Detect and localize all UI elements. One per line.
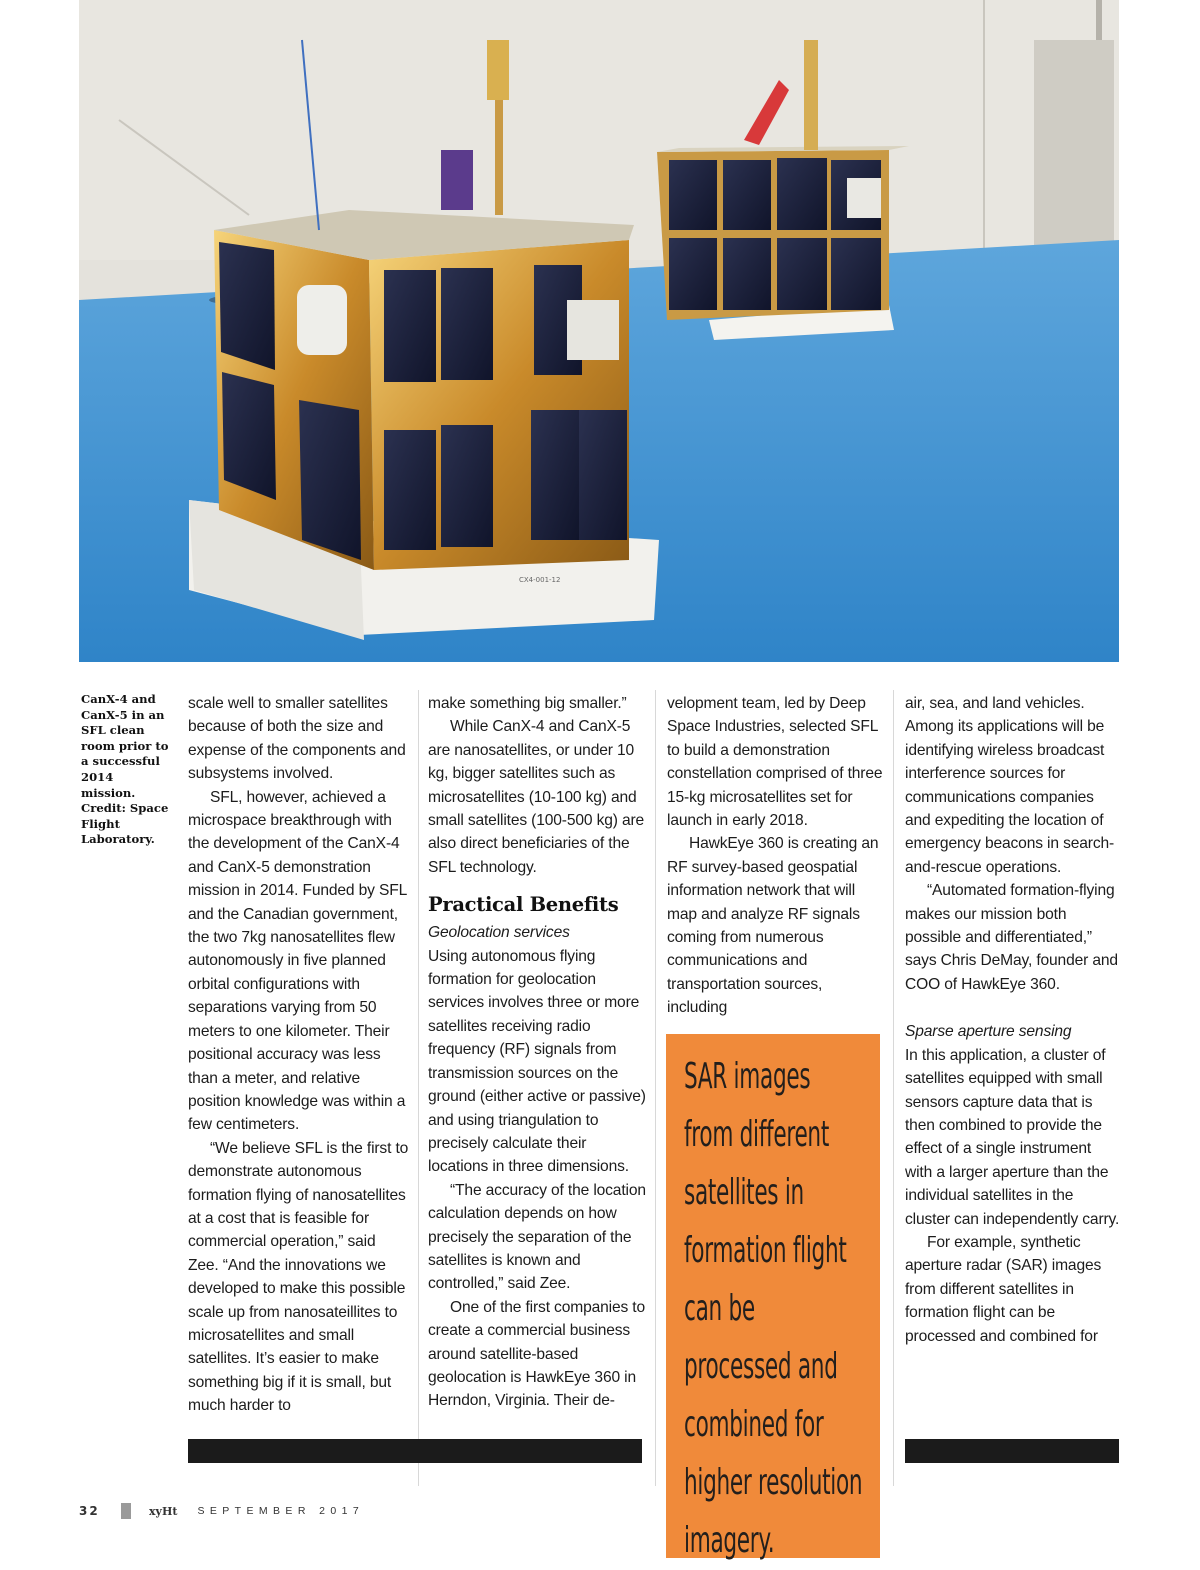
footer-block [121,1503,131,1519]
paragraph: HawkEye 360 is creating an RF survey-based geospatial information network that will map and analyze RF signals coming from numerous communications and transportation sources, including [667,835,879,1017]
paragraph: “The accuracy of the location calculation depends on how precisely the separation of the satellites is known and controlled,” said Zee. [428,1181,646,1293]
decorative-bar [188,1439,642,1463]
subheading: Sparse aperture sensing [905,1023,1072,1041]
satellite-serial: CX4-001-12 [519,576,561,584]
article-column-2 [428,692,646,1413]
page-number: 32 [79,1504,100,1518]
magazine-name: xyHt [149,1504,178,1518]
paragraph: SFL, however, achieved a microspace breakthrough with the development of the CanX-4 and CanX-5 demonstration mission in 2014. Funded by SFL and the Canadian government, the two 7kg nanosatellites flew autonomously in five planned orbital configurations with separations varying from 50 meters to one kilometer. Their positional accuracy was less than a meter, and relative position knowledge was within a few centimeters. [188,788,407,1134]
paragraph: While CanX-4 and CanX-5 are nanosatellites, or under 10 kg, bigger satellites such as microsatellites (10-100 kg) and small satellites (100-500 kg) are also direct beneficiaries of the SFL technology. [428,718,645,876]
paragraph: Using autonomous flying formation for geolocation services involves three or more satellites receiving radio frequency (RF) signals from transmission sources on the ground (either active or passive) and using triangulation to precisely calculate their locations in three dimensions. [428,947,646,1176]
photo-caption: CanX-4 and CanX-5 in an SFL clean room prior to a successful 2014 mission. Credit: Space Flight Laboratory. [81,692,169,847]
paragraph: velopment team, led by Deep Space Industries, selected SFL to build a demonstration constellation comprised of three 15-kg microsatellites set for launch in early 2018. [667,695,883,830]
paragraph: In this application, a cluster of satellites equipped with small sensors capture data that is then combined to provide the effect of a single instrument with a larger aperture than the individual satellites in the cluster can independently carry. [905,1046,1120,1228]
article-column-4 [905,692,1121,1348]
paragraph: air, sea, and land vehicles. Among its applications will be identifying wireless broadcast interference sources for communications companies and expediting the location of emergency beacons in search-and-rescue operations. [905,695,1115,876]
column-rule [655,690,656,1486]
column-rule [893,690,894,1486]
paragraph: “Automated formation-flying makes our mission both possible and differentiated,” says Chris DeMay, founder and COO of HawkEye 360. [905,882,1118,993]
hero-photo [79,0,1119,662]
paragraph: One of the first companies to create a commercial business around satellite-based geolocation is HawkEye 360 in Herndon, Virginia. Their de- [428,1298,646,1410]
paragraph: make something big smaller.” [428,695,627,712]
article-column-3 [667,692,883,1020]
paragraph: For example, synthetic aperture radar (SAR) images from different satellites in formation flight can be processed and combined for [905,1233,1102,1345]
paragraph: scale well to smaller satellites because of both the size and expense of the components and subsystems involved. [188,695,406,783]
decorative-bar [905,1439,1119,1463]
pull-quote: SAR images from different satellites in formation flight can be processed and combined for higher resolution imagery. [684,1056,863,1561]
column-rule [418,690,419,1486]
page-footer [79,1502,364,1520]
paragraph: “We believe SFL is the first to demonstrate autonomous formation flying of nanosatellites at a cost that is feasible for commercial operation,” said Zee. “And the innovations we developed to make this possible scale up from nanosateillites to microsatellites and small satellites. It’s easier to make something big if it is small, but much harder to [188,1139,409,1415]
subheading: Geolocation services [428,924,570,942]
article-column-1 [188,692,410,1418]
issue-date: SEPTEMBER 2017 [197,1505,365,1517]
section-heading: Practical Benefits [428,893,619,917]
pull-quote-box [666,1034,880,1561]
